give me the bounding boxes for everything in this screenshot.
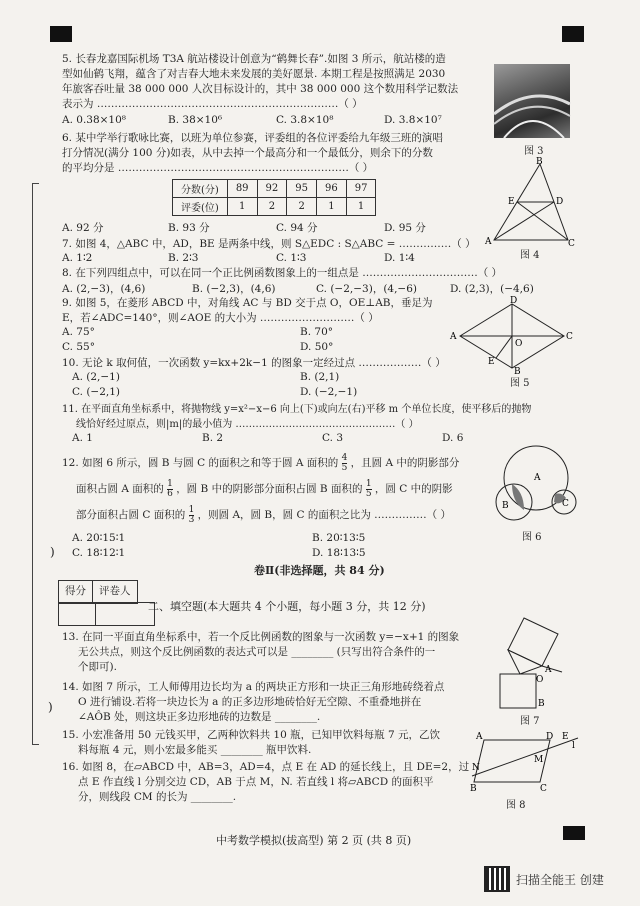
q5-option-c: C. 3.8×10⁸ [276, 114, 334, 126]
fig8-point-c: C [540, 784, 547, 794]
judge-count-cell: 1 [227, 198, 257, 216]
question-8: 8. 在下列四组点中，可以在同一个正比例函数图象上的一组点是 ……………………………（ ） [62, 267, 503, 279]
fig5-point-b: B [514, 367, 521, 377]
question-15: 15. 小宏准备用 50 元钱买甲，乙两种饮料共 10 瓶，已知甲饮料每瓶 7 元，乙饮 料每瓶 4 元，则小宏最多能买 ________ 瓶甲饮料. [62, 729, 440, 756]
q10-option-a: A. (2,−1) [72, 371, 120, 383]
score-cell: 92 [257, 180, 287, 198]
fig8-point-m: M [534, 755, 544, 765]
figure-6-label: 图 6 [522, 532, 542, 543]
fig4-point-a: A [485, 237, 492, 247]
question-14: 14. 如图 7 所示，工人师傅用边长均为 a 的两块正方形和一块正三角形地砖绕着点 O 进行铺设.若将一块边长为 a 的正多边形地砖恰好无空隙、不重叠地拼在 ∠AÔB 处，则这块正多边形地砖的边数是 ________. [62, 681, 445, 723]
q11-option-b: B. 2 [202, 432, 224, 444]
fig5-point-c: C [566, 332, 573, 342]
score-cell: 89 [227, 180, 257, 198]
judge-count-cell: 2 [257, 198, 287, 216]
q6-option-c: C. 94 分 [276, 222, 318, 234]
fig8-point-d: D [546, 732, 554, 742]
q8-option-d: D. (2,3)，(−4,6) [450, 283, 534, 295]
q8-option-a: A. (2,−3)，(4,6) [62, 283, 146, 295]
section-2-title: 卷Ⅱ(非选择题，共 84 分) [254, 564, 385, 577]
fig5-point-d: D [510, 296, 518, 306]
q6-option-b: B. 93 分 [168, 222, 210, 234]
fill-in-section-heading: 二、填空题(本大题共 4 个小题，每小题 3 分，共 12 分) [148, 600, 426, 613]
fig6-point-b: B [502, 501, 509, 511]
fig6-point-a: A [534, 473, 541, 483]
binding-paren-1: ) [50, 545, 55, 559]
question-6: 6. 某中学举行歌咏比赛，以班为单位参赛，评委组的各位评委给九年级三班的演唱 打分情况(满分 100 分)如表，从中去掉一个最高分和一个最低分，则余下的分数 的平均分是 …………………………………………………………（ ） [62, 132, 443, 174]
fig8-point-b: B [470, 784, 477, 794]
grader-person-blank [96, 603, 154, 625]
fraction-1-6: $\frac{1}{6}$ [167, 478, 173, 499]
grader-score-blank [59, 603, 96, 625]
grader-score-label: 得分 [59, 581, 93, 603]
question-12: 12. 如图 6 所示，圆 B 与圆 C 的面积之和等于圆 A 面积的 $\frac{4}{5}$ ，且圆 A 中的阴影部分 面积占圆 A 面积的 $\frac{1}{6}$ ，圆 B 中的阴影部分面积占圆 B 面积的 $\frac{1}{5}$ ，圆 C 中的阴影 部分面积占圆 C 面积的 $\frac{1}{3}$ ，则圆 A，圆 B，圆 C 的面积之比为 ……………（ ） [62, 452, 460, 525]
q5-option-b: B. 38×10⁶ [168, 114, 223, 126]
score-cell: 95 [287, 180, 317, 198]
fig5-point-e: E [488, 357, 495, 367]
scanner-watermark: 扫描全能王 创建 [516, 873, 604, 887]
q5-option-d: D. 3.8×10⁷ [384, 114, 442, 126]
q10-option-b: B. (2,1) [300, 371, 340, 383]
q8-option-c: C. (−2,−3)，(4,−6) [316, 283, 418, 295]
score-table [172, 179, 376, 216]
binding-paren-2: ) [48, 700, 53, 714]
figure-8-label: 图 8 [506, 800, 526, 811]
terminal-building-image [494, 64, 570, 138]
fig4-point-d: D [556, 197, 564, 207]
judge-count-cell: 1 [317, 198, 347, 216]
q7-option-d: D. 1∶4 [384, 252, 415, 264]
fraction-1-5: $\frac{1}{5}$ [365, 478, 372, 499]
q9-option-d: D. 50° [300, 341, 334, 353]
q11-option-d: D. 6 [442, 432, 464, 444]
grader-box [58, 580, 138, 604]
q7-option-c: C. 1∶3 [276, 252, 307, 264]
fig7-point-o: O [536, 675, 544, 685]
fig4-point-e: E [508, 197, 515, 207]
fig8-point-a: A [476, 732, 483, 742]
score-table-row1-label: 分数(分) [173, 180, 228, 198]
q12-option-c: C. 18∶12∶1 [72, 547, 126, 559]
q10-option-c: C. (−2,1) [72, 386, 121, 398]
page-footer: 中考数学模拟(拔高型) 第 2 页 (共 8 页) [216, 834, 412, 847]
figure-4-label: 图 4 [520, 250, 540, 261]
judge-count-cell: 1 [346, 198, 376, 216]
question-11: 11. 在平面直角坐标系中，将抛物线 y=x²−x−6 向上(下)或向左(右)平移 m 个单位长度，使平移后的抛物 线恰好经过原点，则|m|的最小值为 …………………………………………（ ） [62, 404, 532, 430]
fig4-point-c: C [568, 239, 575, 249]
q12-option-a: A. 20∶15∶1 [72, 532, 126, 544]
figure-6-circles [490, 440, 580, 526]
fraction-4-5: $\frac{4}{5}$ [341, 452, 348, 473]
question-7: 7. 如图 4，△ABC 中，AD，BE 是两条中线，则 S△EDC : S△ABC = ……………（ ） [62, 238, 476, 250]
question-9: 9. 如图 5，在菱形 ABCD 中，对角线 AC 与 BD 交于点 O，OE⊥AB，垂足为 E，若∠ADC=140°，则∠AOE 的大小为 ………………………（ ） [62, 297, 433, 324]
question-13: 13. 在同一平面直角坐标系中，若一个反比例函数的图象与一次函数 y=−x+1 的图象 无公共点，则这个反比例函数的表达式可以是 ________ (只写出符合条件的一 个即可). [62, 631, 460, 673]
fig7-point-b: B [538, 699, 545, 709]
fig5-point-a: A [450, 332, 457, 342]
grader-blank-box [58, 602, 155, 626]
figure-7-label: 图 7 [520, 716, 540, 727]
grader-person-label: 评卷人 [99, 585, 131, 597]
qr-code-icon [484, 866, 510, 892]
q9-option-b: B. 70° [300, 326, 334, 338]
question-16: 16. 如图 8，在▱ABCD 中，AB=3，AD=4，点 E 在 AD 的延长线上，且 DE=2，过 点 E 作直线 l 分别交边 CD，AB 于点 M，N. 若直线 l 将▱ABCD 的面积平 分，则线段 CM 的长为 ________. [62, 761, 470, 803]
figure-7-tiles [490, 612, 576, 712]
fig5-point-o: O [515, 339, 523, 349]
figure-3-photo [494, 64, 570, 138]
registration-mark-bottom-right [563, 826, 585, 840]
figure-5-rhombus [448, 296, 574, 377]
binding-bracket [32, 183, 39, 745]
fig7-point-a: A [545, 665, 552, 675]
registration-mark-top-right [562, 26, 584, 42]
score-cell: 96 [317, 180, 347, 198]
registration-mark-top-left [50, 26, 72, 42]
fig4-point-b: B [536, 157, 543, 167]
score-cell: 97 [346, 180, 376, 198]
fig8-point-n: N [472, 763, 480, 773]
question-5: 5. 长春龙嘉国际机场 T3A 航站楼设计创意为“鹤舞长春”.如图 3 所示，航站楼的造 型如仙鹤飞翔，蕴含了对吉春大地未来发展的美好愿景. 本期工程是按照满足 2030 年旅客吞吐量 38 000 000 人次目标设计的，其中 38 000 000 这个数用科学记数法 表示为 ……………………………………………………………（ ） [62, 53, 459, 110]
q7-option-b: B. 2∶3 [168, 252, 199, 264]
q11-option-a: A. 1 [72, 432, 93, 444]
figure-4-triangle [484, 158, 574, 248]
fig8-point-e: E [562, 732, 569, 742]
fig6-point-c: C [562, 499, 569, 509]
q12-option-b: B. 20∶13∶5 [312, 532, 366, 544]
q10-option-d: D. (−2,−1) [300, 386, 358, 398]
q9-option-c: C. 55° [62, 341, 95, 353]
q11-option-c: C. 3 [322, 432, 344, 444]
question-10: 10. 无论 k 取何值，一次函数 y=kx+2k−1 的图象一定经过点 ………………（ ） [62, 357, 446, 369]
score-table-row2-label: 评委(位) [173, 198, 228, 216]
q6-option-d: D. 95 分 [384, 222, 426, 234]
figure-5-label: 图 5 [510, 378, 530, 389]
judge-count-cell: 2 [287, 198, 317, 216]
fraction-1-3: $\frac{1}{3}$ [188, 504, 195, 525]
q6-option-a: A. 92 分 [62, 222, 104, 234]
q8-option-b: B. (−2,3)，(4,6) [192, 283, 276, 295]
q5-option-a: A. 0.38×10⁸ [62, 114, 127, 126]
q9-option-a: A. 75° [62, 326, 95, 338]
figure-3-label: 图 3 [524, 146, 544, 157]
q7-option-a: A. 1∶2 [62, 252, 93, 264]
q12-option-d: D. 18∶13∶5 [312, 547, 366, 559]
fig8-line-l: l [572, 741, 575, 751]
figure-8-parallelogram [470, 730, 580, 792]
